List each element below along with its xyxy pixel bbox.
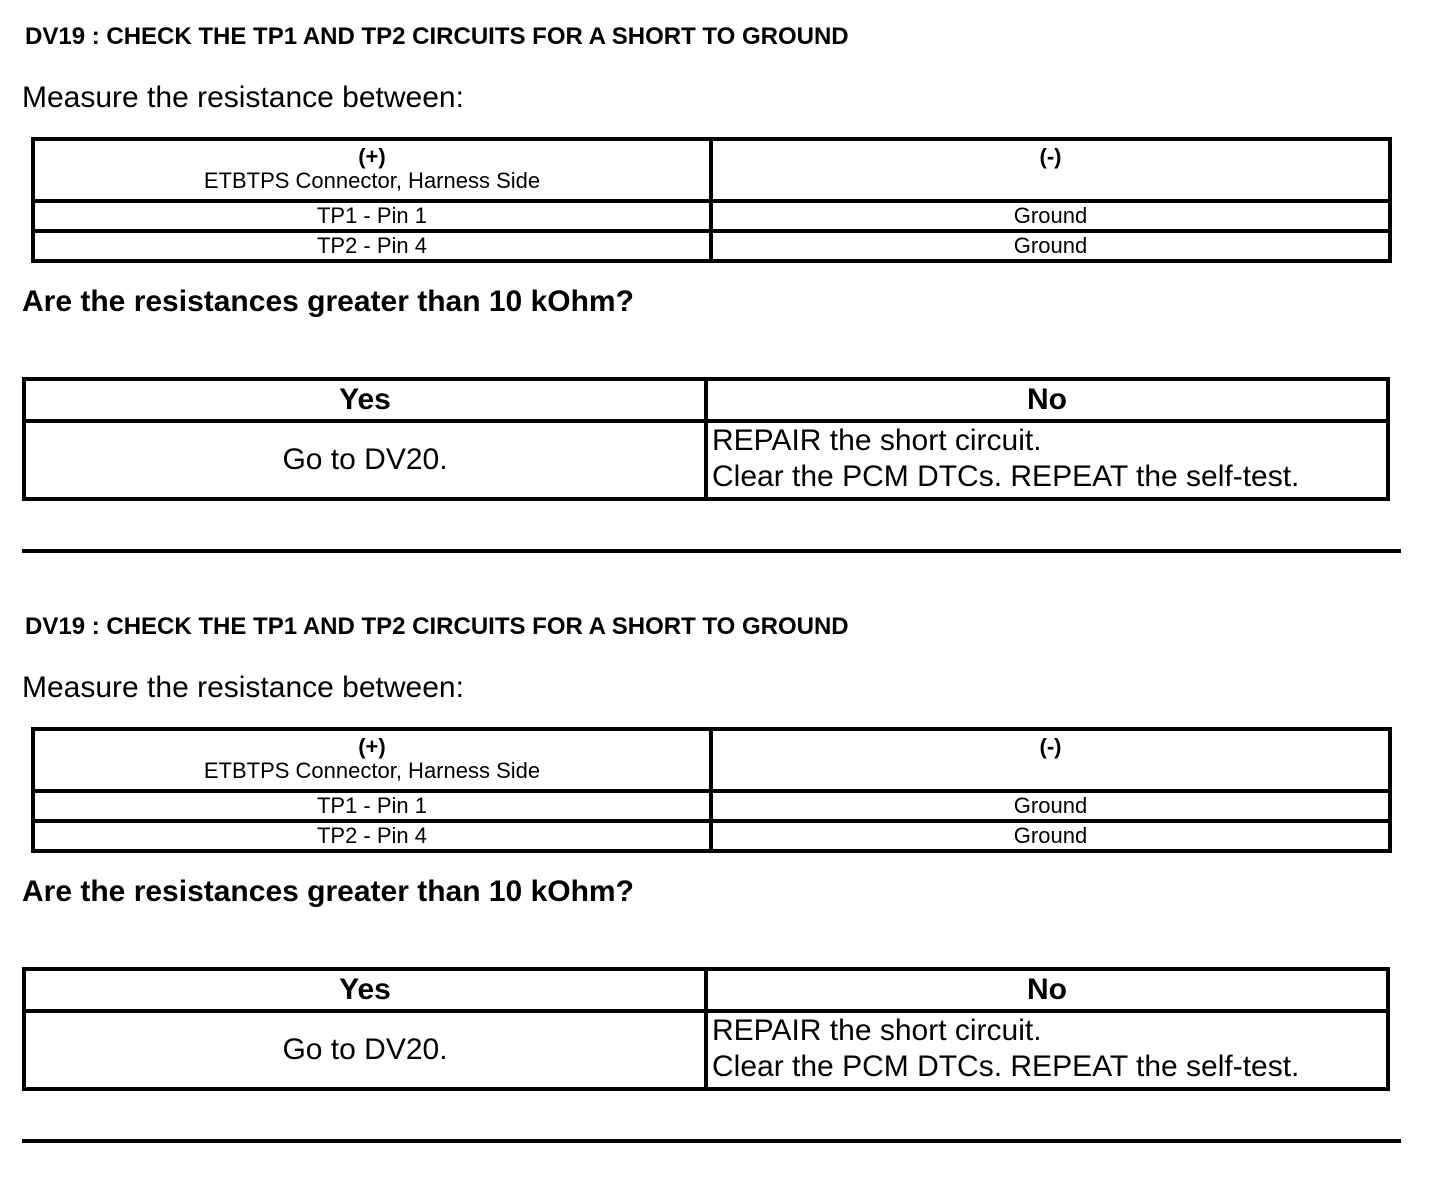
- plus-header-cell: [33, 729, 711, 791]
- decision-header-row: [24, 379, 1388, 421]
- measurement-table: [31, 727, 1392, 853]
- minus-header-cell: [711, 139, 1390, 201]
- no-header: No: [706, 969, 1388, 1011]
- plus-header-cell: [33, 139, 711, 201]
- plus-cell: TP2 - Pin 4: [33, 231, 711, 261]
- no-action-cell: [706, 421, 1388, 499]
- step-title: DV19 : CHECK THE TP1 AND TP2 CIRCUITS FOR A SHORT TO GROUND: [25, 23, 849, 50]
- minus-cell: Ground: [711, 231, 1390, 261]
- section-divider: [22, 549, 1401, 553]
- table-row: [33, 231, 1390, 261]
- step-title: DV19 : CHECK THE TP1 AND TP2 CIRCUITS FOR A SHORT TO GROUND: [25, 613, 849, 640]
- measurement-header-row: [33, 729, 1390, 791]
- plus-cell: TP1 - Pin 1: [33, 201, 711, 231]
- decision-question: Are the resistances greater than 10 kOhm?: [22, 875, 634, 908]
- measurement-table: [31, 137, 1392, 263]
- yes-header: Yes: [24, 379, 706, 421]
- minus-cell: Ground: [711, 791, 1390, 821]
- plus-header: (+): [358, 144, 386, 169]
- yes-action: Go to DV20.: [24, 421, 706, 499]
- section-divider: [22, 1139, 1401, 1143]
- plus-subheader: ETBTPS Connector, Harness Side: [203, 758, 541, 783]
- minus-header: (-): [1039, 144, 1062, 169]
- no-action-cell: [706, 1011, 1388, 1089]
- measure-instruction: Measure the resistance between:: [22, 671, 464, 704]
- no-header: No: [706, 379, 1388, 421]
- decision-question: Are the resistances greater than 10 kOhm?: [22, 285, 634, 318]
- table-row: [33, 791, 1390, 821]
- yes-action: Go to DV20.: [24, 1011, 706, 1089]
- decision-action-row: [24, 1011, 1388, 1089]
- diagnostic-step-2: [0, 590, 1440, 1180]
- minus-cell: Ground: [711, 821, 1390, 851]
- no-action-line: Clear the PCM DTCs. REPEAT the self-test.: [712, 1050, 1300, 1083]
- no-action-line: REPAIR the short circuit.: [712, 1014, 1042, 1047]
- no-action-line: REPAIR the short circuit.: [712, 424, 1042, 457]
- decision-table: [22, 377, 1390, 501]
- minus-header: (-): [1039, 734, 1062, 759]
- decision-header-row: [24, 969, 1388, 1011]
- plus-cell: TP2 - Pin 4: [33, 821, 711, 851]
- no-action-line: Clear the PCM DTCs. REPEAT the self-test.: [712, 460, 1300, 493]
- decision-table: [22, 967, 1390, 1091]
- measurement-header-row: [33, 139, 1390, 201]
- table-row: [33, 821, 1390, 851]
- measure-instruction: Measure the resistance between:: [22, 81, 464, 114]
- plus-header: (+): [358, 734, 386, 759]
- decision-action-row: [24, 421, 1388, 499]
- plus-cell: TP1 - Pin 1: [33, 791, 711, 821]
- plus-subheader: ETBTPS Connector, Harness Side: [203, 168, 541, 193]
- table-row: [33, 201, 1390, 231]
- yes-header: Yes: [24, 969, 706, 1011]
- minus-cell: Ground: [711, 201, 1390, 231]
- minus-header-cell: [711, 729, 1390, 791]
